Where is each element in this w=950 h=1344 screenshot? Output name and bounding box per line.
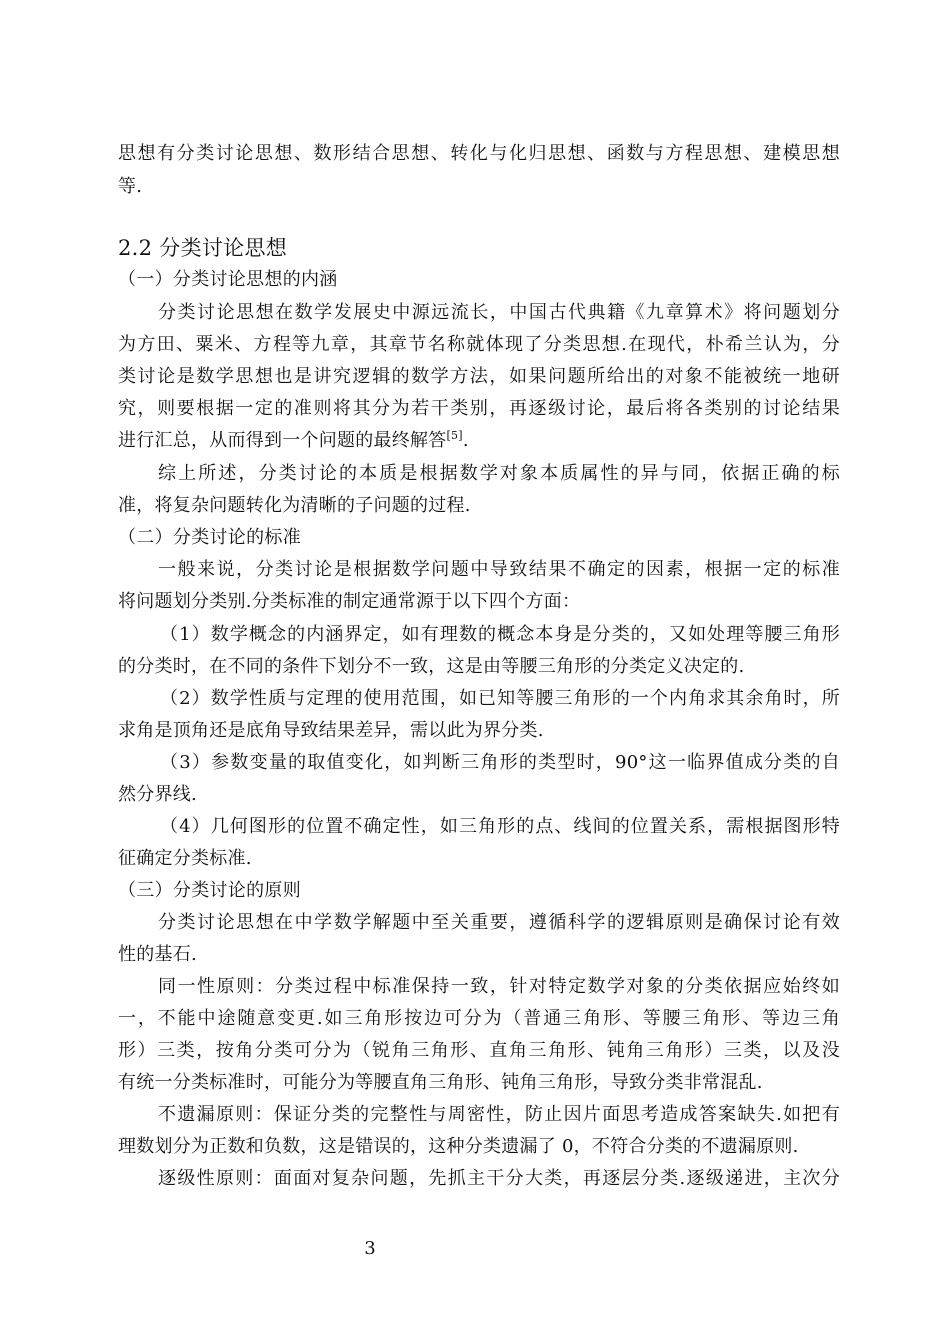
paragraph-line: 类讨论是数学思想也是讲究逻辑的数学方法，如果问题所给出的对象不能被统一地研: [118, 366, 840, 387]
list-item-line: （2）数学性质与定理的使用范围，如已知等腰三角形的一个内角求其余角时，所: [160, 688, 840, 709]
list-item-line: 然分界线.: [118, 784, 197, 805]
paragraph-line: 为方田、粟米、方程等九章，其章节名称就体现了分类思想.在现代，朴希兰认为，分: [118, 334, 840, 355]
list-item-line: 的分类时，在不同的条件下划分不一致，这是由等腰三角形的分类定义决定的.: [118, 656, 745, 677]
paragraph-line: 理数划分为正数和负数，这是错误的，这种分类遗漏了 0，不符合分类的不遗漏原则.: [118, 1136, 799, 1157]
subsection-heading-2: （二）分类讨论的标准: [118, 527, 301, 548]
paragraph-line: 分类讨论思想在中学数学解题中至关重要，遵循科学的逻辑原则是确保讨论有效: [158, 912, 840, 933]
list-item-line: 求角是顶角还是底角导致结果差异，需以此为界分类.: [118, 720, 544, 741]
list-item-line: 征确定分类标准.: [118, 848, 252, 869]
paragraph-line: 逐级性原则：面面对复杂问题，先抓主干分大类，再逐层分类.逐级递进，主次分: [158, 1168, 840, 1189]
paragraph-line: 究，则要根据一定的准则将其分为若干类别，再逐级讨论，最后将各类别的讨论结果: [118, 398, 840, 419]
paragraph-line: 将问题划分类别.分类标准的制定通常源于以下四个方面：: [118, 591, 581, 612]
paragraph-line-with-citation: [118, 426, 840, 456]
paragraph-line: 一，不能中途随意变更.如三角形按边可分为（普通三角形、等腰三角形、等边三角: [118, 1008, 840, 1029]
paragraph-line: 综上所述，分类讨论的本质是根据数学对象本质属性的异与同，依据正确的标: [158, 463, 840, 484]
paragraph-line: 形）三类，按角分类可分为（锐角三角形、直角三角形、钝角三角形）三类，以及没: [118, 1040, 840, 1061]
section-title: 2.2 分类讨论思想: [118, 236, 288, 260]
list-item-line: （3）参数变量的取值变化，如判断三角形的类型时，90°这一临界值成分类的自: [160, 752, 840, 773]
paragraph-text: 进行汇总，从而得到一个问题的最终解答: [118, 430, 447, 451]
sentence-end: .: [462, 430, 469, 451]
subsection-heading-3: （三）分类讨论的原则: [118, 880, 301, 901]
subsection-heading-1: （一）分类讨论思想的内涵: [118, 269, 338, 290]
intro-line-1: 思想有分类讨论思想、数形结合思想、转化与化归思想、函数与方程思想、建模思想: [118, 143, 840, 164]
paragraph-line: 分类讨论思想在数学发展史中源远流长，中国古代典籍《九章算术》将问题划分: [158, 302, 840, 323]
intro-line-2: 等.: [118, 176, 143, 197]
paragraph-line: 不遗漏原则：保证分类的完整性与周密性，防止因片面思考造成答案缺失.如把有: [158, 1104, 840, 1125]
paragraph-line: 准，将复杂问题转化为清晰的子问题的过程.: [118, 495, 471, 516]
paragraph-line: 性的基石.: [118, 944, 197, 965]
paragraph-line: 一般来说，分类讨论是根据数学问题中导致结果不确定的因素，根据一定的标准: [158, 559, 840, 580]
paragraph-line: 同一性原则：分类过程中标准保持一致，针对特定数学对象的分类依据应始终如: [158, 976, 840, 997]
list-item-line: （1）数学概念的内涵界定，如有理数的概念本身是分类的，又如处理等腰三角形: [160, 624, 840, 645]
page-number: 3: [364, 1238, 376, 1259]
citation-marker: [5]: [446, 429, 463, 442]
list-item-line: （4）几何图形的位置不确定性，如三角形的点、线间的位置关系，需根据图形特: [160, 816, 840, 837]
paragraph-line: 有统一分类标准时，可能分为等腰直角三角形、钝角三角形，导致分类非常混乱.: [118, 1072, 763, 1093]
